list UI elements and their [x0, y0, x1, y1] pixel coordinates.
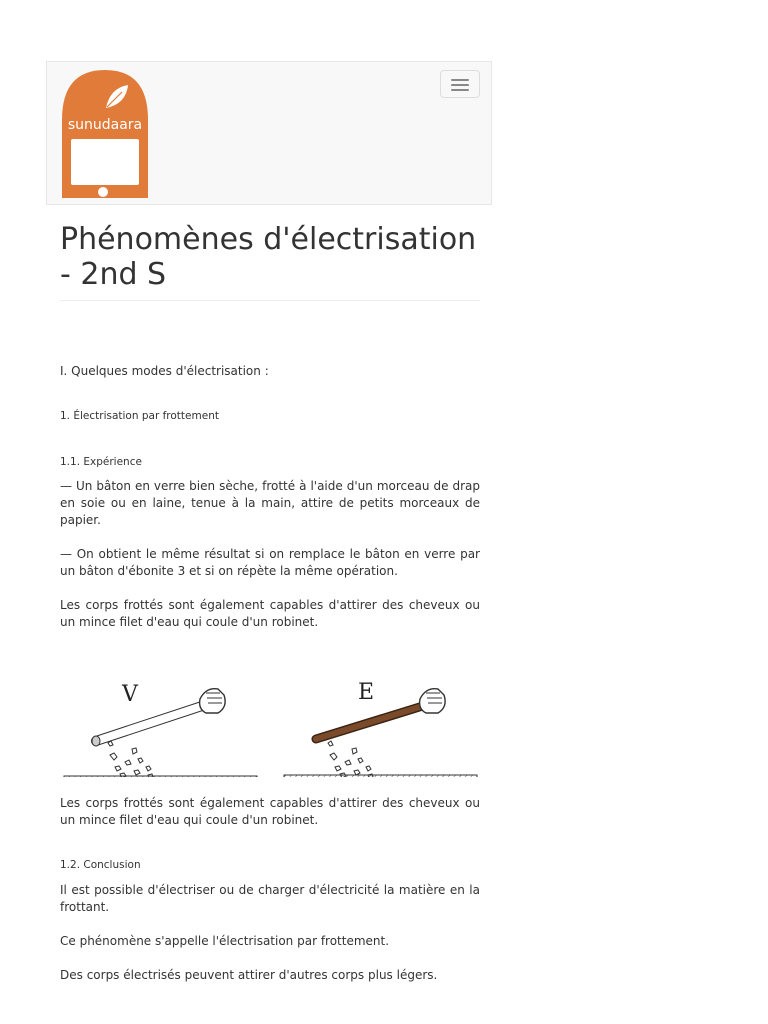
- hamburger-icon: [451, 79, 469, 81]
- page-title: Phénomènes d'électrisation - 2nd S: [60, 222, 480, 301]
- paper-pieces: [328, 741, 373, 777]
- rubbed-rods-illustration: [60, 667, 480, 777]
- experiment-figure: [60, 667, 480, 777]
- paragraph: Il est possible d'électriser ou de charger d'électricité la matière en la frottant.: [60, 883, 480, 914]
- navbar: [46, 61, 492, 205]
- hand-icon: [200, 689, 226, 713]
- section-heading: I. Quelques modes d'électrisation :: [60, 364, 269, 378]
- glass-rod: [92, 705, 205, 746]
- subsection-heading: 1. Électrisation par frottement: [60, 410, 219, 422]
- menu-toggle-button[interactable]: [440, 70, 480, 98]
- label-glass: V: [122, 682, 138, 707]
- paragraph: Ce phénomène s'appelle l'électrisation par frottement.: [60, 934, 390, 948]
- label-ebonite: E: [358, 680, 375, 705]
- paragraph: Les corps frottés sont également capables d'attirer des cheveux ou un mince filet d'eau qui coule d'un robinet.: [60, 598, 480, 629]
- paragraph: Des corps électrisés peuvent attirer d'autres corps plus légers.: [60, 968, 438, 982]
- paragraph: — On obtient le même résultat si on remplace le bâton en verre par un bâton d'ébonite 3 et si on répète la même opération.: [60, 547, 480, 578]
- sunudaara-logo[interactable]: [60, 68, 150, 200]
- hand-icon: [420, 689, 446, 713]
- paper-pieces: [108, 741, 153, 777]
- article: [60, 222, 480, 984]
- paragraph: — Un bâton en verre bien sèche, frotté à l'aide d'un morceau de drap en soie ou en laine, tenue à la main, attire de petits morceaux de papier.: [60, 479, 480, 527]
- paragraph: Les corps frottés sont également capables d'attirer des cheveux ou un mince filet d'eau qui coule d'un robinet.: [60, 796, 480, 827]
- subsection-heading: 1.2. Conclusion: [60, 859, 141, 871]
- brand-name: sunudaara: [67, 117, 143, 133]
- subsection-heading: 1.1. Expérience: [60, 456, 142, 468]
- ebonite-rod: [316, 705, 426, 739]
